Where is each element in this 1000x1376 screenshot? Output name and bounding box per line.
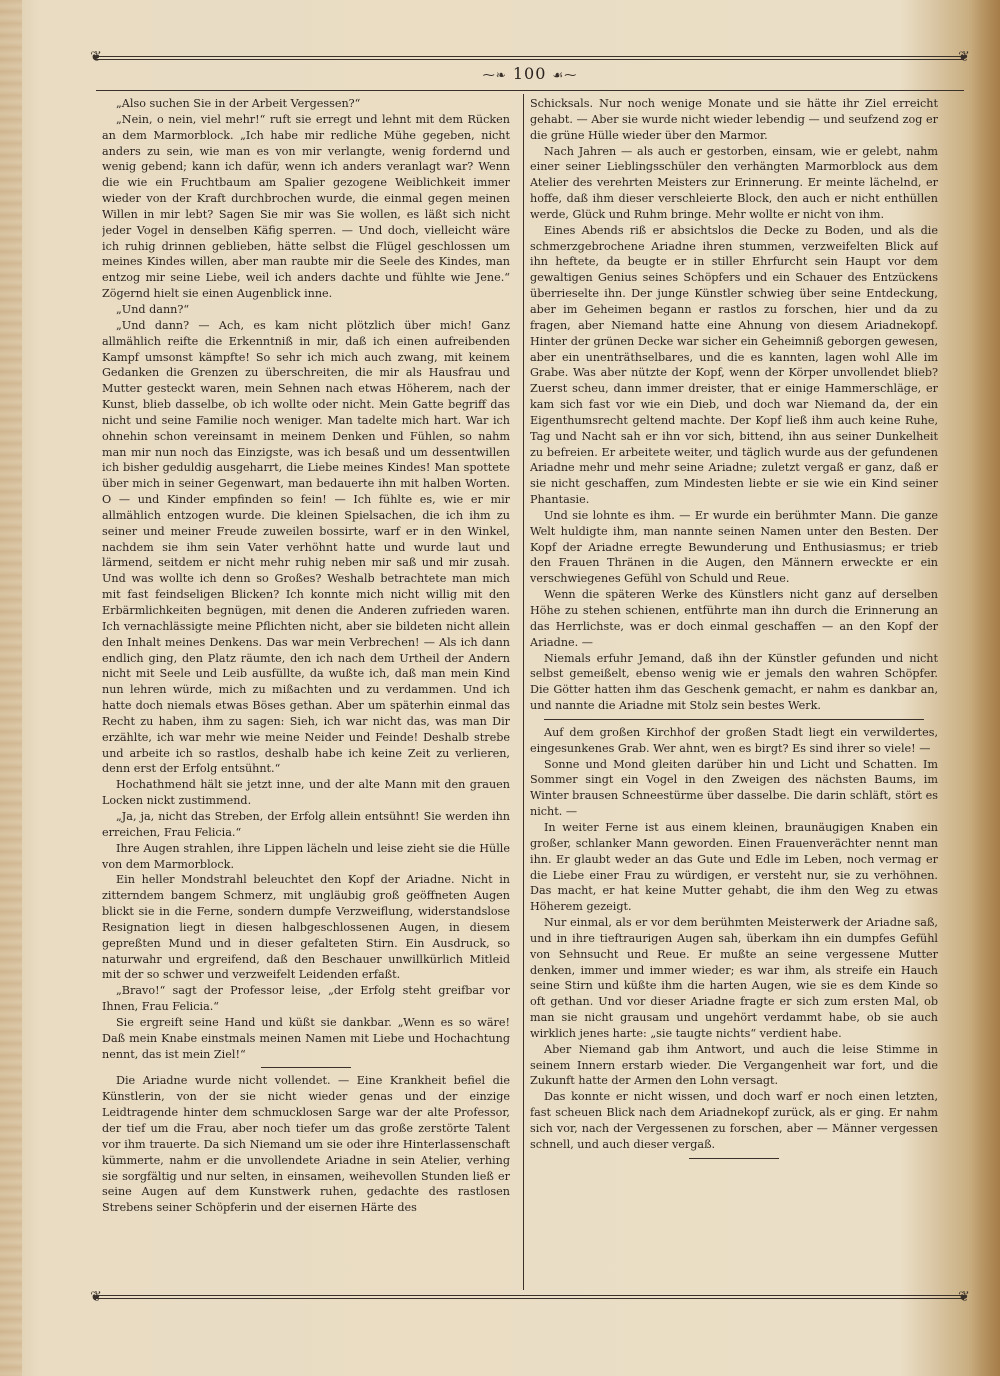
paragraph: Ihre Augen strahlen, ihre Lippen lächeln und leise zieht sie die Hülle von dem Marmorblock. bbox=[102, 841, 510, 871]
paragraph: „Also suchen Sie in der Arbeit Vergessen?“ bbox=[116, 97, 361, 110]
paragraph: Aber Niemand gab ihm Antwort, und auch die leise Stimme in seinem Innern erstarb wieder. Die Vergangenheit war fort, und die Zukunft hatte der Armen den Lohn versagt. bbox=[530, 1042, 938, 1088]
page-frame bbox=[90, 49, 970, 1306]
corner-ornament-icon: ❦ bbox=[958, 49, 970, 65]
paragraph: Auf dem großen Kirchhof der großen Stadt liegt ein verwildertes, eingesunkenes Grab. Wer ahnt, wen es birgt? Es sind ihrer so viele! — bbox=[530, 725, 938, 755]
paragraph: „Nein, o nein, viel mehr!“ ruft sie erregt und lehnt mit dem Rücken an dem Marmorblock. „Ich habe mir redliche Mühe gegeben, nicht anders zu sein, wie man es von mir verlangte, wenig fordernd und wenig gebend; kann ich dafür, wenn ich anders veranlagt war? Wenn die wie ein Fruchtbaum am Spalier gezogene Weiblichkeit immer wieder von der Kraft durchbrochen wurde, die einmal gegen meinen Willen in mir lebt? Sagen Sie mir was Sie wollen, es läßt sich nicht jeder Vogel in denselben Käfig sperren. — Und doch, vielleicht wäre ich ruhig drinnen geblieben, hätte selbst die Flügel geschlossen um meines Kindes willen, aber man raubte mir die Seele des Kindes, man entzog mir seine Liebe, weil ich anders dachte und fühlte wie Jene.“ Zögernd hielt sie einen Augenblick inne. bbox=[102, 112, 510, 301]
paragraph: In weiter Ferne ist aus einem kleinen, braunäugigen Knaben ein großer, schlanker Mann geworden. Einen Frauenverächter nennt man ihn. Er glaubt weder an das Gute und Edle im Leben, noch vermag er die Liebe einer Frau zu würdigen, er versteht nur, sie zu verhöhnen. Das macht, er hat keine Mutter gehabt, die ihm den Weg zu etwas Höherem gezeigt. bbox=[530, 820, 938, 914]
paragraph: Nur einmal, als er vor dem berühmten Meisterwerk der Ariadne saß, und in ihre tieftraurigen Augen sah, überkam ihn ein dumpfes Gefühl von Sehnsucht und Reue. Er mußte an seine vergessene Mutter denken, immer und immer wieder; es war ihm, als streife ein Hauch seine Stirn und küßte ihm die harten Augen, wie sie es dem Kinde so oft gethan. Und vor dieser Ariadne fragte er sich zum ersten Mal, ob man sie nicht grausam und ungehört verdammt habe, ob sie auch wirklich jenes harte: „sie taugte nichts“ verdient habe. bbox=[530, 916, 938, 1040]
page-number: 100 bbox=[512, 64, 547, 83]
header-rule bbox=[96, 90, 964, 91]
paragraph: Eines Abends riß er absichtslos die Decke zu Boden, und als die schmerzgebrochene Ariadne ihren stummen, verzweifelten Blick auf ihn heftete, da beugte er in stiller Ehrfurcht sein Haupt vor dem gewaltigen Genius seines Schöpfers und ein Schauer des Entzückens überrieselte ihn. Der junge Künstler schwieg über seine Entdeckung, aber im Geheimen begann er rastlos zu forschen, hier und da zu fragen, aber Niemand hatte eine Ahnung von diesem Ariadnekopf. Hinter der grünen Decke war sicher ein Geheimniß geborgen gewesen, aber ein unenträthselbares, und die es kannten, lagen wohl Alle im Grabe. Was aber nützte der Kopf, wenn der Körper unvollendet blieb? Zuerst scheu, dann immer dreister, that er einige Hammerschläge, er kam sich fast vor wie ein Dieb, und doch war Niemand da, der ein Eigenthumsrecht geltend machte. Der Kopf ließ ihm auch keine Ruhe, Tag und Nacht sah er ihn vor sich, bittend, ihn aus seiner Dunkelheit zu befreien. Er arbeitete weiter, und täglich wurde aus der gefundenen Ariadne mehr und mehr seine Ariadne; zuletzt vergaß er ganz, daß er sie nicht geschaffen, zum Mindesten liebte er sie wie ein Kind seiner Phantasie. bbox=[530, 223, 938, 507]
paragraph: „Und dann?“ bbox=[116, 302, 190, 316]
paragraph: Ein heller Mondstrahl beleuchtet den Kopf der Ariadne. Nicht in zitterndem bangem Schmerz, mit ungläubig groß geöffneten Augen blickt sie in die Ferne, sondern dumpfe Verzweiflung, widerstandslose Resignation liegt in diesen halbgeschlossenen Augen, in diesem gepreßten Mund und in dieser gefalteten Stirn. Ein Ausdruck, so naturwahr und ergreifend, daß den Beschauer unwillkürlich Mitleid mit der so schwer und verzweifelt Leidenden erfaßt. bbox=[102, 873, 510, 982]
page-binding-edge bbox=[0, 0, 22, 1376]
left-column bbox=[102, 96, 510, 1288]
section-separator bbox=[261, 1067, 351, 1068]
end-separator bbox=[689, 1158, 779, 1159]
top-rule bbox=[96, 56, 964, 57]
corner-ornament-icon: ❦ bbox=[90, 49, 102, 65]
paragraph: Schicksals. Nur noch wenige Monate und sie hätte ihr Ziel erreicht gehabt. — Aber sie wurde nicht wieder lebendig — und seufzend zog er die grüne Hülle wieder über den Marmor. bbox=[530, 97, 938, 142]
section-separator bbox=[544, 719, 924, 720]
paragraph: „Bravo!“ sagt der Professor leise, „der Erfolg steht greifbar vor Ihnen, Frau Felicia.“ bbox=[102, 984, 510, 1014]
paragraph: Die Ariadne wurde nicht vollendet. — Eine Krankheit befiel die Künstlerin, von der sie nicht wieder genas und der einzige Leidtragende hinter dem schmucklosen Sarge war der alte Professor, der tief um die Frau, aber noch tiefer um das große zerstörte Talent vor ihm trauerte. Da sich Niemand um sie oder ihre Hinterlassenschaft kümmerte, nahm er die unvollendete Ariadne in sein Atelier, verhing sie sorgfältig und nur selten, in einsamen, weihevollen Stunden ließ er seine Augen auf dem Kunstwerk ruhen, gedachte des rastlosen Strebens seiner Schöpferin und der eisernen Härte des bbox=[102, 1074, 510, 1215]
paragraph: Nach Jahren — als auch er gestorben, einsam, wie er gelebt, nahm einer seiner Lieblingsschüler den verhängten Marmorblock aus dem Atelier des verehrten Meisters zur Erinnerung. Er meinte lächelnd, er hoffe, daß ihm dieser verschleierte Block, den auch er nicht enthüllen werde, Glück und Ruhm bringe. Mehr wollte er nicht von ihm. bbox=[530, 144, 938, 221]
page-header bbox=[96, 62, 964, 87]
paragraph: „Und dann? — Ach, es kam nicht plötzlich über mich! Ganz allmählich reifte die Erkenntniß in mir, daß ich einen aufreibenden Kampf umsonst kämpfte! So sehr ich mich auch zwang, mit keinem Gedanken die Grenzen zu überschreiten, die mir als Hausfrau und Mutter gesteckt waren, mein Sehnen nach etwas Höherem, nach der Kunst, blieb dasselbe, ob ich wollte oder nicht. Mein Gatte begriff das nicht und seine Familie noch weniger. Man tadelte mich hart. War ich ohnehin schon vereinsamt in meinem Denken und Fühlen, so nahm man mir nun noch das Einzigste, was ich besaß und um dessentwillen ich bisher geduldig ausgeharrt, die Liebe meines Kindes! Man spottete über mich in seiner Gegenwart, man bedauerte ihn mit halben Worten. O — und Kinder empfinden so fein! — Ich fühlte es, wie er mir allmählich entzogen wurde. Die kleinen Spielsachen, die ich ihm zu seiner und meiner Freude zuweilen bossirte, warf er in den Winkel, nachdem sie ihm sein Vater verhöhnt hatte und wurde laut und lärmend, seitdem er nicht mehr ruhig neben mir saß und mir zusah. Und was wollte ich denn so Großes? Weshalb betrachtete man mich mit fast feindseligen Blicken? Ich konnte mich nicht willig mit den Erbärmlichkeiten begnügen, mit denen die Anderen zufrieden waren. Ich vernachlässigte meine Pflichten nicht, aber sie bildeten nicht allein den Inhalt meines Denkens. Das war mein Verbrechen! — Als ich dann endlich ging, den Platz räumte, den ich nach dem Urtheil der Andern nicht mit Seele und Leib ausfüllte, da wußte ich, daß man mein Kind nun lehren würde, mich zu mißachten und zu verdammen. Und ich hatte doch niemals etwas Böses gethan. Aber um späterhin einmal das Recht zu haben, ihm zu sagen: Sieh, ich war nicht das, was man Dir erzählte, ich war mehr wie meine Neider und Feinde! Deshalb strebe und arbeite ich so rastlos, deshalb habe ich keine Zeit zu verlieren, denn erst der Erfolg entsühnt.“ bbox=[102, 318, 510, 776]
right-column bbox=[530, 96, 938, 1288]
paragraph: Hochathmend hält sie jetzt inne, und der alte Mann mit den grauen Locken nickt zustimmend. bbox=[102, 778, 510, 808]
corner-ornament-icon: ❦ bbox=[958, 1289, 970, 1305]
paragraph: Und sie lohnte es ihm. — Er wurde ein berühmter Mann. Die ganze Welt huldigte ihm, man nannte seinen Namen unter den Besten. Der Kopf der Ariadne erregte Bewunderung und Enthusiasmus; er trieb den Frauen Thränen in die Augen, den Männern erweckte er ein verschwiegenes Gefühl von Schuld und Reue. bbox=[530, 508, 938, 586]
bottom-rule bbox=[96, 1295, 964, 1296]
header-ornament-right-icon: ☙⁓ bbox=[552, 68, 578, 82]
page-right-edge-shadow bbox=[970, 0, 1000, 1376]
header-ornament-left-icon: ⁓❧ bbox=[482, 68, 507, 82]
bottom-rule-inner bbox=[96, 1298, 964, 1299]
paragraph: Sonne und Mond gleiten darüber hin und Licht und Schatten. Im Sommer singt ein Vogel in den Zweigen des nächsten Baums, im Winter brausen Schneestürme über dasselbe. Die darin schläft, stört es nicht. — bbox=[530, 757, 938, 819]
paragraph: Sie ergreift seine Hand und küßt sie dankbar. „Wenn es so wäre! Daß mein Knabe einstmals meinen Namen mit Liebe und Hochachtung nennt, das ist mein Ziel!“ bbox=[102, 1015, 510, 1061]
corner-ornament-icon: ❦ bbox=[90, 1289, 102, 1305]
top-rule-inner bbox=[96, 59, 964, 60]
paragraph: Wenn die späteren Werke des Künstlers nicht ganz auf derselben Höhe zu stehen schienen, entführte man ihn durch die Erinnerung an das Herrlichste, was er doch einmal geschaffen — an den Kopf der Ariadne. — bbox=[530, 588, 938, 649]
paragraph: Das konnte er nicht wissen, und doch warf er noch einen letzten, fast scheuen Blick nach dem Ariadnekopf zurück, als er ging. Er nahm sich vor, nach der Vergessenen zu forschen, aber — Männer vergessen schnell, und auch dieser vergaß. bbox=[530, 1090, 938, 1151]
paragraph: „Ja, ja, nicht das Streben, der Erfolg allein entsühnt! Sie werden ihn erreichen, Frau Felicia.“ bbox=[102, 809, 510, 839]
column-divider bbox=[523, 94, 524, 1290]
paragraph: Niemals erfuhr Jemand, daß ihn der Künstler gefunden und nicht selbst gemeißelt, ebenso wenig wie er jemals den wahren Schöpfer. Die Götter hatten ihm das Geschenk gemacht, er nahm es dankbar an, und nannte die Ariadne mit Stolz sein bestes Werk. bbox=[530, 651, 938, 713]
